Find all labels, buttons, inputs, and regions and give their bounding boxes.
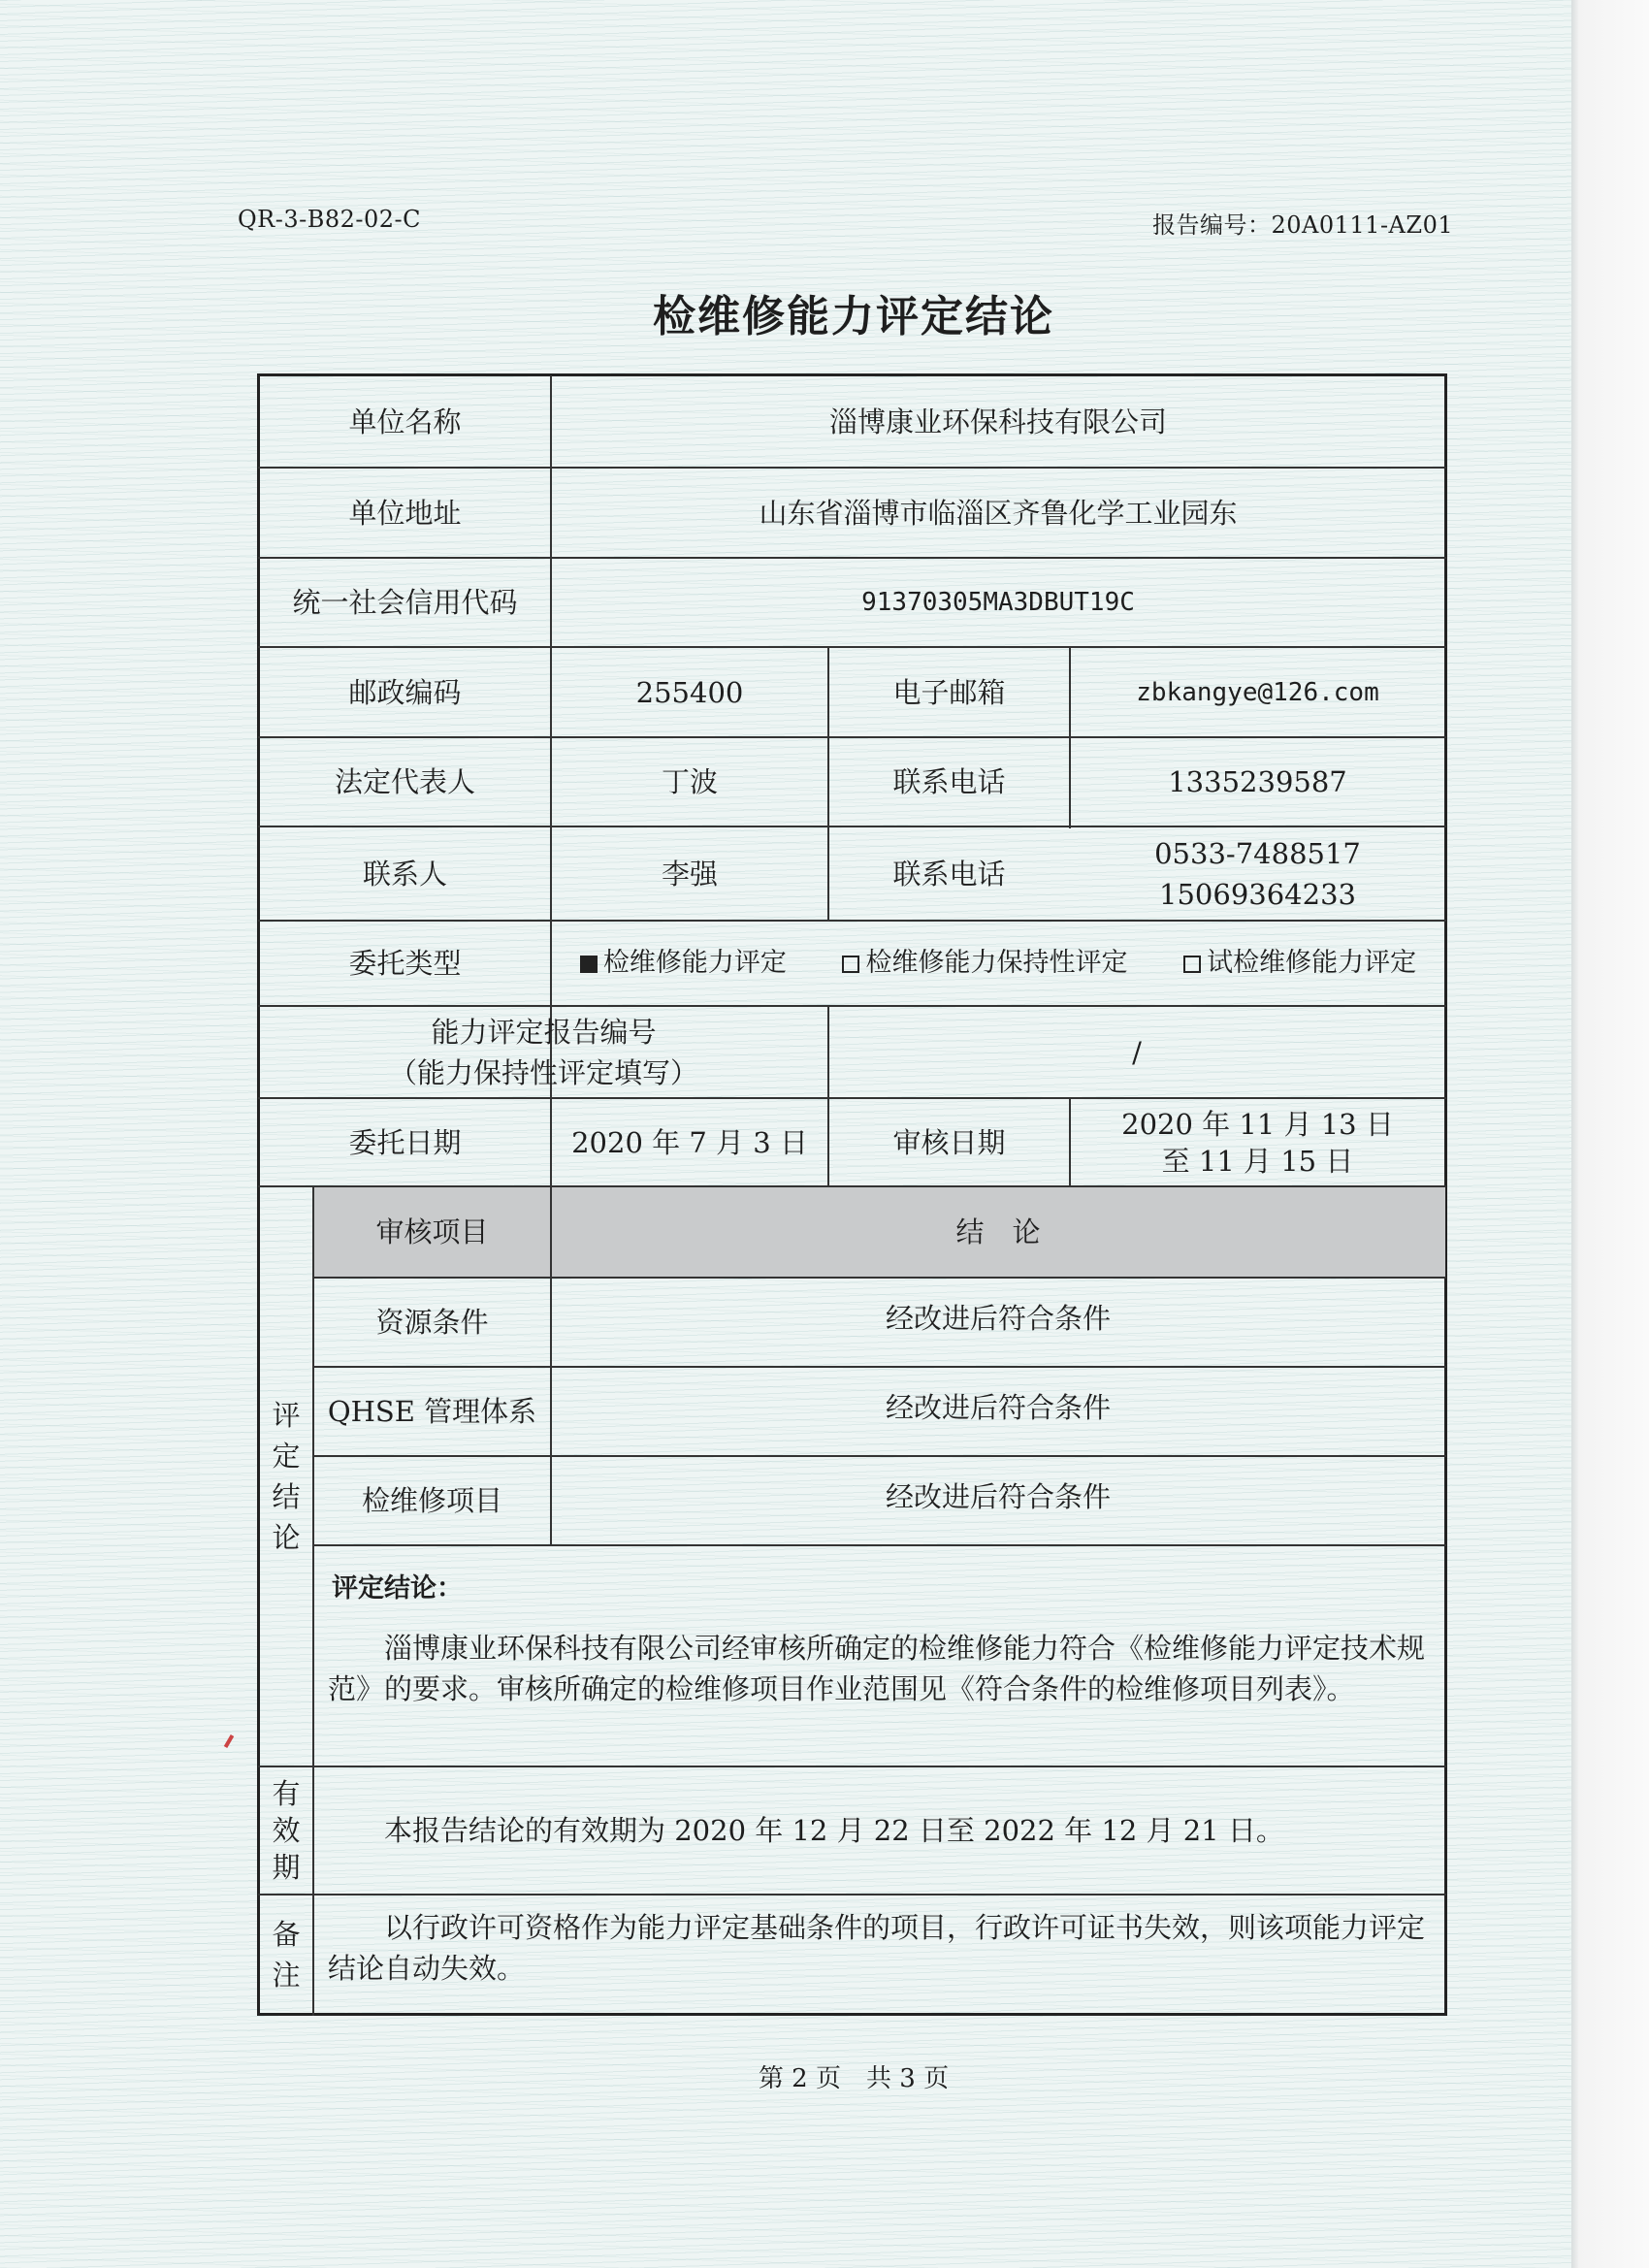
eval-item-name: 资源条件 (375, 1306, 489, 1339)
label-commission-type: 委托类型 (348, 947, 462, 980)
value-phone-1: 1335239587 (1168, 765, 1347, 798)
value-postcode: 255400 (635, 675, 744, 709)
validity-side-label: 有 效 期 (272, 1777, 301, 1884)
checkbox-empty-icon[interactable] (1183, 956, 1201, 973)
eval-item-name: 检维修项目 (361, 1484, 502, 1517)
label-legal-rep: 法定代表人 (334, 765, 475, 798)
value-legal-rep: 丁波 (661, 765, 718, 798)
phone-2-line-2: 15069364233 (1159, 877, 1356, 911)
value-audit-date (1071, 1099, 1444, 1185)
row-divider (258, 1766, 1446, 1767)
col-header-item: 审核项目 (375, 1215, 489, 1248)
value-credit-code: 91370305MA3DBUT19C (861, 588, 1135, 617)
eval-item-result: 经改进后符合条件 (885, 1391, 1111, 1424)
conclusion-heading: 评定结论： (332, 1573, 463, 1604)
commission-type-options (552, 922, 1444, 1005)
eval-item-result: 经改进后符合条件 (885, 1302, 1111, 1335)
row-divider (313, 1544, 1446, 1546)
checkbox-empty-icon[interactable] (842, 956, 859, 973)
value-email: zbkangye@126.com (1136, 677, 1379, 707)
conclusion-text: 淄博康业环保科技有限公司经审核所确定的检维修能力符合《检维修能力评定技术规范》的要求。审核所确定的检维修项目作业范围见《符合条件的检维修项目列表》。 (328, 1632, 1426, 1705)
value-contact: 李强 (661, 857, 718, 891)
value-unit-name: 淄博康业环保科技有限公司 (828, 405, 1167, 438)
remark-side-label: 备 注 (272, 1918, 301, 1992)
label-unit-address: 单位地址 (348, 496, 462, 530)
checkbox-checked-icon[interactable] (580, 956, 598, 973)
option-maintenance-eval[interactable]: 检维修能力保持性评定 (842, 943, 1127, 984)
page-number: 第 2 页 共 3 页 (758, 2064, 950, 2093)
audit-date-line-1: 2020 年 11 月 13 日 (1121, 1107, 1394, 1141)
page-title: 检维修能力评定结论 (653, 292, 1054, 341)
validity-text: 本报告结论的有效期为 2020 年 12 月 22 日至 2022 年 12 月 21 日。 (384, 1814, 1284, 1847)
label-commission-date: 委托日期 (348, 1125, 462, 1159)
value-unit-address: 山东省淄博市临淄区齐鲁化学工业园东 (759, 496, 1238, 530)
label-contact: 联系人 (362, 857, 447, 891)
label-report-ref (260, 1007, 827, 1097)
col-header-conclusion: 结 论 (955, 1215, 1041, 1248)
phone-2-line-1: 0533-7488517 (1154, 836, 1361, 870)
eval-item-name: QHSE 管理体系 (327, 1395, 537, 1428)
option-capability-eval[interactable]: 检维修能力评定 (580, 943, 787, 984)
eval-item-result: 经改进后符合条件 (885, 1480, 1111, 1513)
audit-date-line-2: 至 11 月 15 日 (1161, 1144, 1354, 1178)
label-phone-2: 联系电话 (892, 857, 1006, 891)
report-ref-label-line-1: 能力评定报告编号 (431, 1015, 657, 1049)
label-audit-date: 审核日期 (892, 1125, 1006, 1159)
option-trial-eval[interactable]: 试检维修能力评定 (1183, 943, 1416, 984)
report-number: 报告编号：20A0111-AZ01 (1152, 211, 1454, 239)
value-commission-date: 2020 年 7 月 3 日 (571, 1125, 808, 1159)
label-postcode: 邮政编码 (348, 675, 462, 709)
label-phone-1: 联系电话 (892, 765, 1006, 798)
value-report-ref: / (1132, 1035, 1142, 1069)
report-ref-label-line-2: （能力保持性评定填写） (388, 1055, 698, 1089)
form-code: QR-3-B82-02-C (238, 206, 422, 233)
label-unit-name: 单位名称 (348, 405, 462, 438)
remark-text: 以行政许可资格作为能力评定基础条件的项目，行政许可证书失效，则该项能力评定结论自动失效。 (328, 1911, 1426, 1985)
value-phone-2 (1071, 827, 1444, 920)
eval-side-label: 评 定 结 论 (272, 1399, 301, 1554)
label-email: 电子邮箱 (892, 675, 1006, 709)
row-divider (258, 1894, 1446, 1895)
label-credit-code: 统一社会信用代码 (292, 586, 518, 619)
